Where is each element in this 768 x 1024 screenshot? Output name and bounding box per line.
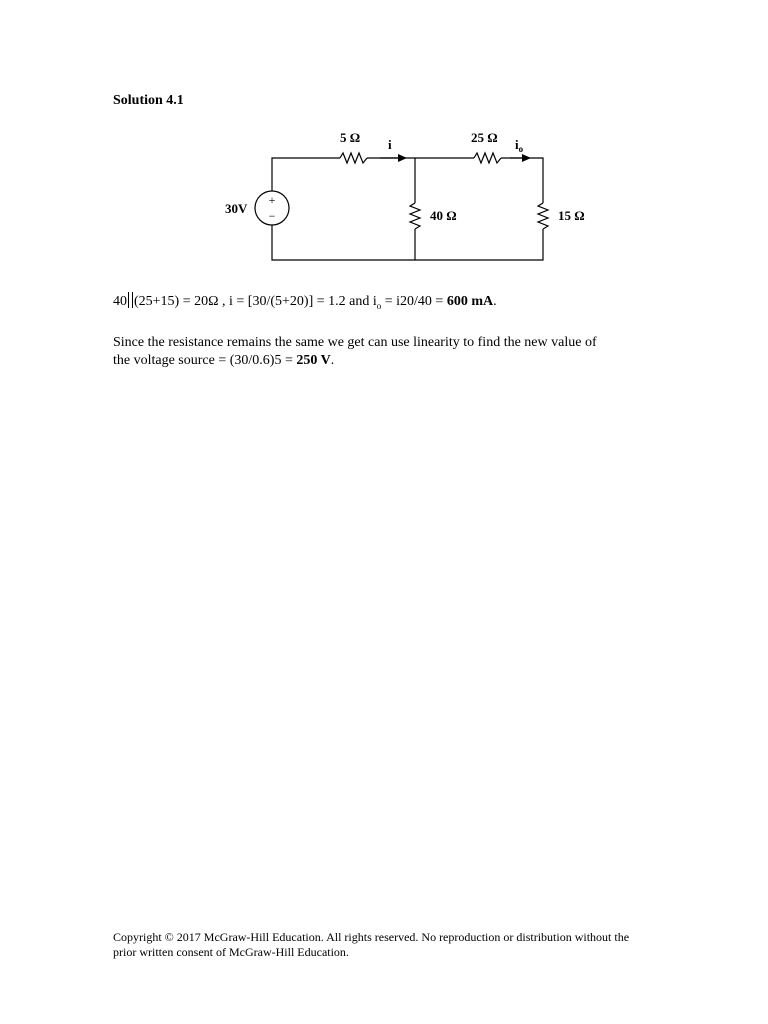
parallel-symbol — [128, 292, 133, 308]
resistor-15-ohm — [538, 203, 548, 229]
circuit-diagram — [0, 0, 768, 300]
source-plus-sign: + — [268, 193, 276, 207]
paragraph-line-2 — [113, 352, 673, 370]
source-minus-sign: − — [268, 209, 276, 223]
paragraph-line-1: Since the resistance remains the same we get can use linearity to find the new value of — [113, 335, 597, 350]
equation-result: 600 mA — [446, 294, 494, 309]
footer-line-2: prior written consent of McGraw-Hill Education. — [113, 945, 349, 959]
paragraph-line-2-text: the voltage source = (30/0.6)5 = — [113, 353, 297, 368]
circuit-wires — [272, 158, 543, 260]
resistor-40-ohm — [410, 203, 420, 229]
resistor-25-label: 25 Ω — [471, 130, 498, 145]
resistor-25-ohm — [474, 153, 501, 163]
paragraph-period: . — [330, 353, 335, 368]
current-arrow-io — [510, 154, 531, 162]
resistor-15-label: 15 Ω — [558, 208, 585, 223]
resistor-5-label: 5 Ω — [340, 130, 361, 145]
equation-part-main: (25+15) = 20Ω , i = [30/(5+20)] = 1.2 and i — [134, 294, 377, 309]
footer-line-1: Copyright © 2017 McGraw-Hill Education. All rights reserved. No reproduction or distribution without the — [113, 930, 630, 944]
resistor-40-label: 40 Ω — [430, 208, 457, 223]
equation-part-tail: = i20/40 = — [381, 294, 447, 309]
copyright-footer — [113, 930, 673, 960]
solution-heading: Solution 4.1 — [113, 93, 184, 108]
current-io-label: $i_o$ — [515, 137, 524, 154]
source-label: 30V — [225, 201, 248, 216]
equation-part-40: 40 — [113, 294, 127, 309]
paragraph-result: 250 V — [296, 353, 331, 368]
equation-subscript: o — [376, 300, 382, 311]
explanation-paragraph — [113, 334, 673, 370]
current-i-label: i — [388, 137, 392, 152]
current-arrow-i — [380, 154, 407, 162]
resistor-5-ohm — [340, 153, 367, 163]
equation-period: . — [493, 294, 497, 309]
equation-line — [113, 292, 497, 311]
